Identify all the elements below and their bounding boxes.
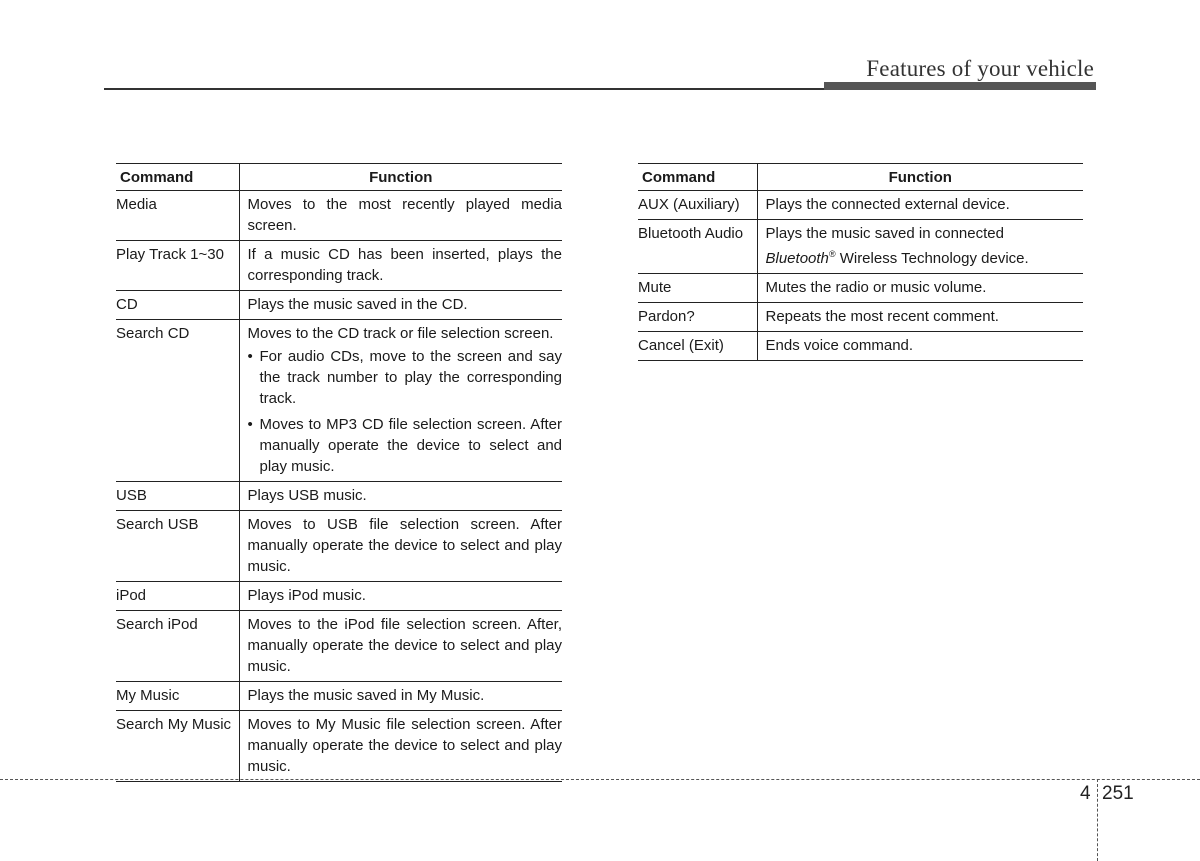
function-cell: Plays USB music. (239, 482, 562, 511)
function-text: Plays the music saved in connected (765, 225, 1004, 242)
command-cell: Cancel (Exit) (638, 332, 757, 361)
bluetooth-brand-text: Bluetooth (765, 250, 829, 267)
function-cell: Moves to USB file selection screen. After manually operate the device to select and play music. (239, 511, 562, 582)
function-cell (757, 220, 1083, 274)
function-cell: Plays the connected external device. (757, 191, 1083, 220)
function-cell: Moves to My Music file selection screen. After manually operate the device to select and play music. (239, 711, 562, 782)
table-row (116, 682, 562, 711)
table-row (638, 332, 1083, 361)
bullet-text: Moves to MP3 CD file selection screen. After manually operate the device to select and play music. (259, 416, 562, 475)
header-rule (104, 88, 824, 90)
function-text: Moves to the CD track or file selection screen. (247, 325, 554, 342)
registered-mark: ® (828, 249, 836, 259)
table-row (116, 241, 562, 291)
table-row (116, 582, 562, 611)
function-cell: Plays iPod music. (239, 582, 562, 611)
chapter-number: 4 (1080, 783, 1091, 804)
function-column-header: Function (239, 164, 562, 191)
command-cell: Search iPod (116, 611, 239, 682)
footer-dashed-rule (0, 779, 1200, 780)
left-command-table (116, 163, 562, 782)
table-row (116, 611, 562, 682)
command-cell: Search CD (116, 320, 239, 482)
table-header-row (638, 164, 1083, 191)
function-column-header: Function (757, 164, 1083, 191)
bullet-text: For audio CDs, move to the screen and say the track number to play the corresponding track. (259, 348, 562, 407)
function-cell (239, 320, 562, 482)
command-cell: My Music (116, 682, 239, 711)
function-cell: Plays the music saved in My Music. (239, 682, 562, 711)
table-row (638, 274, 1083, 303)
table-header-row (116, 164, 562, 191)
command-column-header: Command (116, 164, 239, 191)
table-row (116, 711, 562, 782)
command-cell: Search USB (116, 511, 239, 582)
function-cell: Repeats the most recent comment. (757, 303, 1083, 332)
table-row (638, 220, 1083, 274)
table-row (638, 303, 1083, 332)
command-cell: AUX (Auxiliary) (638, 191, 757, 220)
bullet-item (248, 414, 563, 477)
command-cell: Mute (638, 274, 757, 303)
command-cell: iPod (116, 582, 239, 611)
footer-dashed-divider (1097, 779, 1098, 861)
page-number: 251 (1102, 783, 1134, 804)
command-cell: Search My Music (116, 711, 239, 782)
table-row (116, 191, 562, 241)
function-cell: Ends voice command. (757, 332, 1083, 361)
command-cell: CD (116, 291, 239, 320)
command-cell: USB (116, 482, 239, 511)
command-cell: Media (116, 191, 239, 241)
bullet-item (248, 346, 563, 409)
right-command-table (638, 163, 1083, 361)
header-rule-accent (824, 82, 1096, 90)
function-cell: Moves to the most recently played media screen. (239, 191, 562, 241)
bullet-icon: • (247, 348, 253, 365)
table-row (116, 482, 562, 511)
function-cell: If a music CD has been inserted, plays the corresponding track. (239, 241, 562, 291)
function-cell: Moves to the iPod file selection screen. After, manually operate the device to select and play music. (239, 611, 562, 682)
function-cell: Plays the music saved in the CD. (239, 291, 562, 320)
command-column-header: Command (638, 164, 757, 191)
command-cell: Bluetooth Audio (638, 220, 757, 274)
table-row (116, 291, 562, 320)
function-text: Wireless Technology device. (835, 250, 1029, 267)
table-row (116, 511, 562, 582)
page-section-title: Features of your vehicle (866, 56, 1094, 81)
command-cell: Pardon? (638, 303, 757, 332)
function-cell: Mutes the radio or music volume. (757, 274, 1083, 303)
command-cell: Play Track 1~30 (116, 241, 239, 291)
bullet-icon: • (247, 416, 253, 433)
table-row (638, 191, 1083, 220)
table-row (116, 320, 562, 482)
